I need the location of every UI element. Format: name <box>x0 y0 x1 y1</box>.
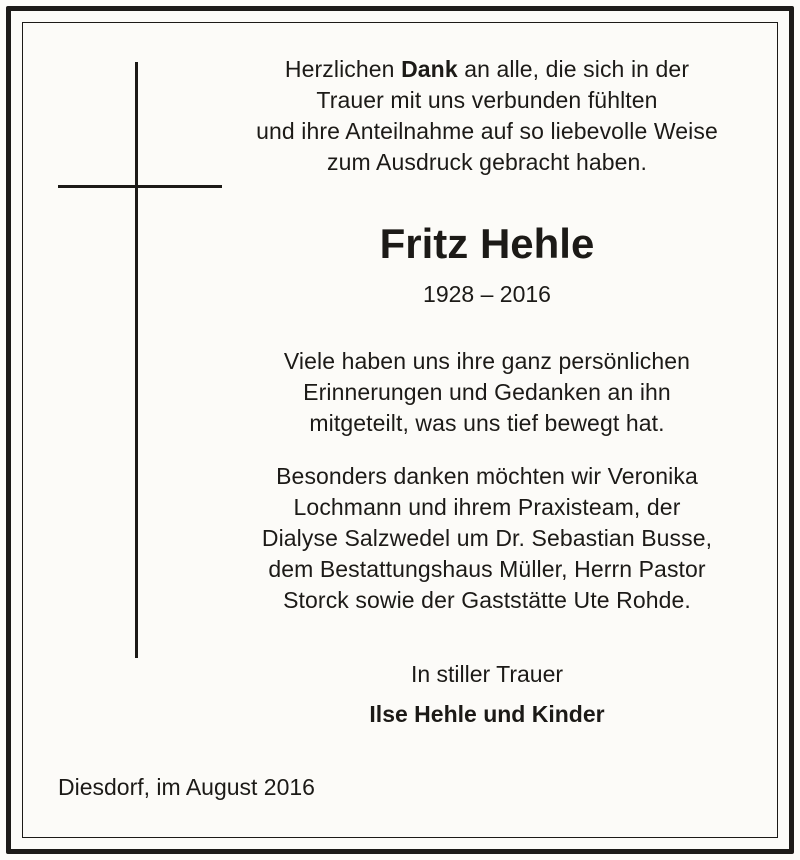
deceased-years: 1928 – 2016 <box>423 281 551 307</box>
mourning-phrase: In stiller Trauer <box>410 661 564 687</box>
special-thanks-line: Besonders danken möchten wir Veronika <box>276 463 698 489</box>
thanks-line-1-start: Herzlichen <box>284 56 402 82</box>
thanks-line-1-end: an alle, die sich in der <box>457 56 690 82</box>
thanks-line-1 <box>226 54 748 85</box>
special-thanks-line: Dialyse Salzwedel um Dr. Sebastian Busse, <box>261 525 713 551</box>
thanks-emphasis: Dank <box>401 56 458 82</box>
special-thanks-paragraph <box>226 461 748 616</box>
memories-line: Viele haben uns ihre ganz persönlichen <box>283 348 691 374</box>
thanks-line-2: Trauer mit uns verbunden fühlten <box>316 87 658 113</box>
thanks-paragraph <box>226 54 748 178</box>
special-thanks-line: Storck sowie der Gaststätte Ute Rohde. <box>283 587 691 613</box>
family-signature: Ilse Hehle und Kinder <box>369 701 605 727</box>
memories-line: mitgeteilt, was uns tief bewegt hat. <box>309 410 665 436</box>
place-and-date: Diesdorf, im August 2016 <box>58 774 315 800</box>
thanks-line-4: zum Ausdruck gebracht haben. <box>327 149 647 175</box>
deceased-name: Fritz Hehle <box>379 220 595 267</box>
cross-icon-horizontal-bar <box>58 185 222 188</box>
special-thanks-line: Lochmann und ihrem Praxisteam, der <box>293 494 681 520</box>
cross-icon-vertical-bar <box>135 62 138 658</box>
memories-line: Erinnerungen und Gedanken an ihn <box>303 379 671 405</box>
thanks-line-3: und ihre Anteilnahme auf so liebevolle Weise <box>256 118 718 144</box>
memories-paragraph <box>226 346 748 439</box>
special-thanks-line: dem Bestattungshaus Müller, Herrn Pastor <box>268 556 706 582</box>
